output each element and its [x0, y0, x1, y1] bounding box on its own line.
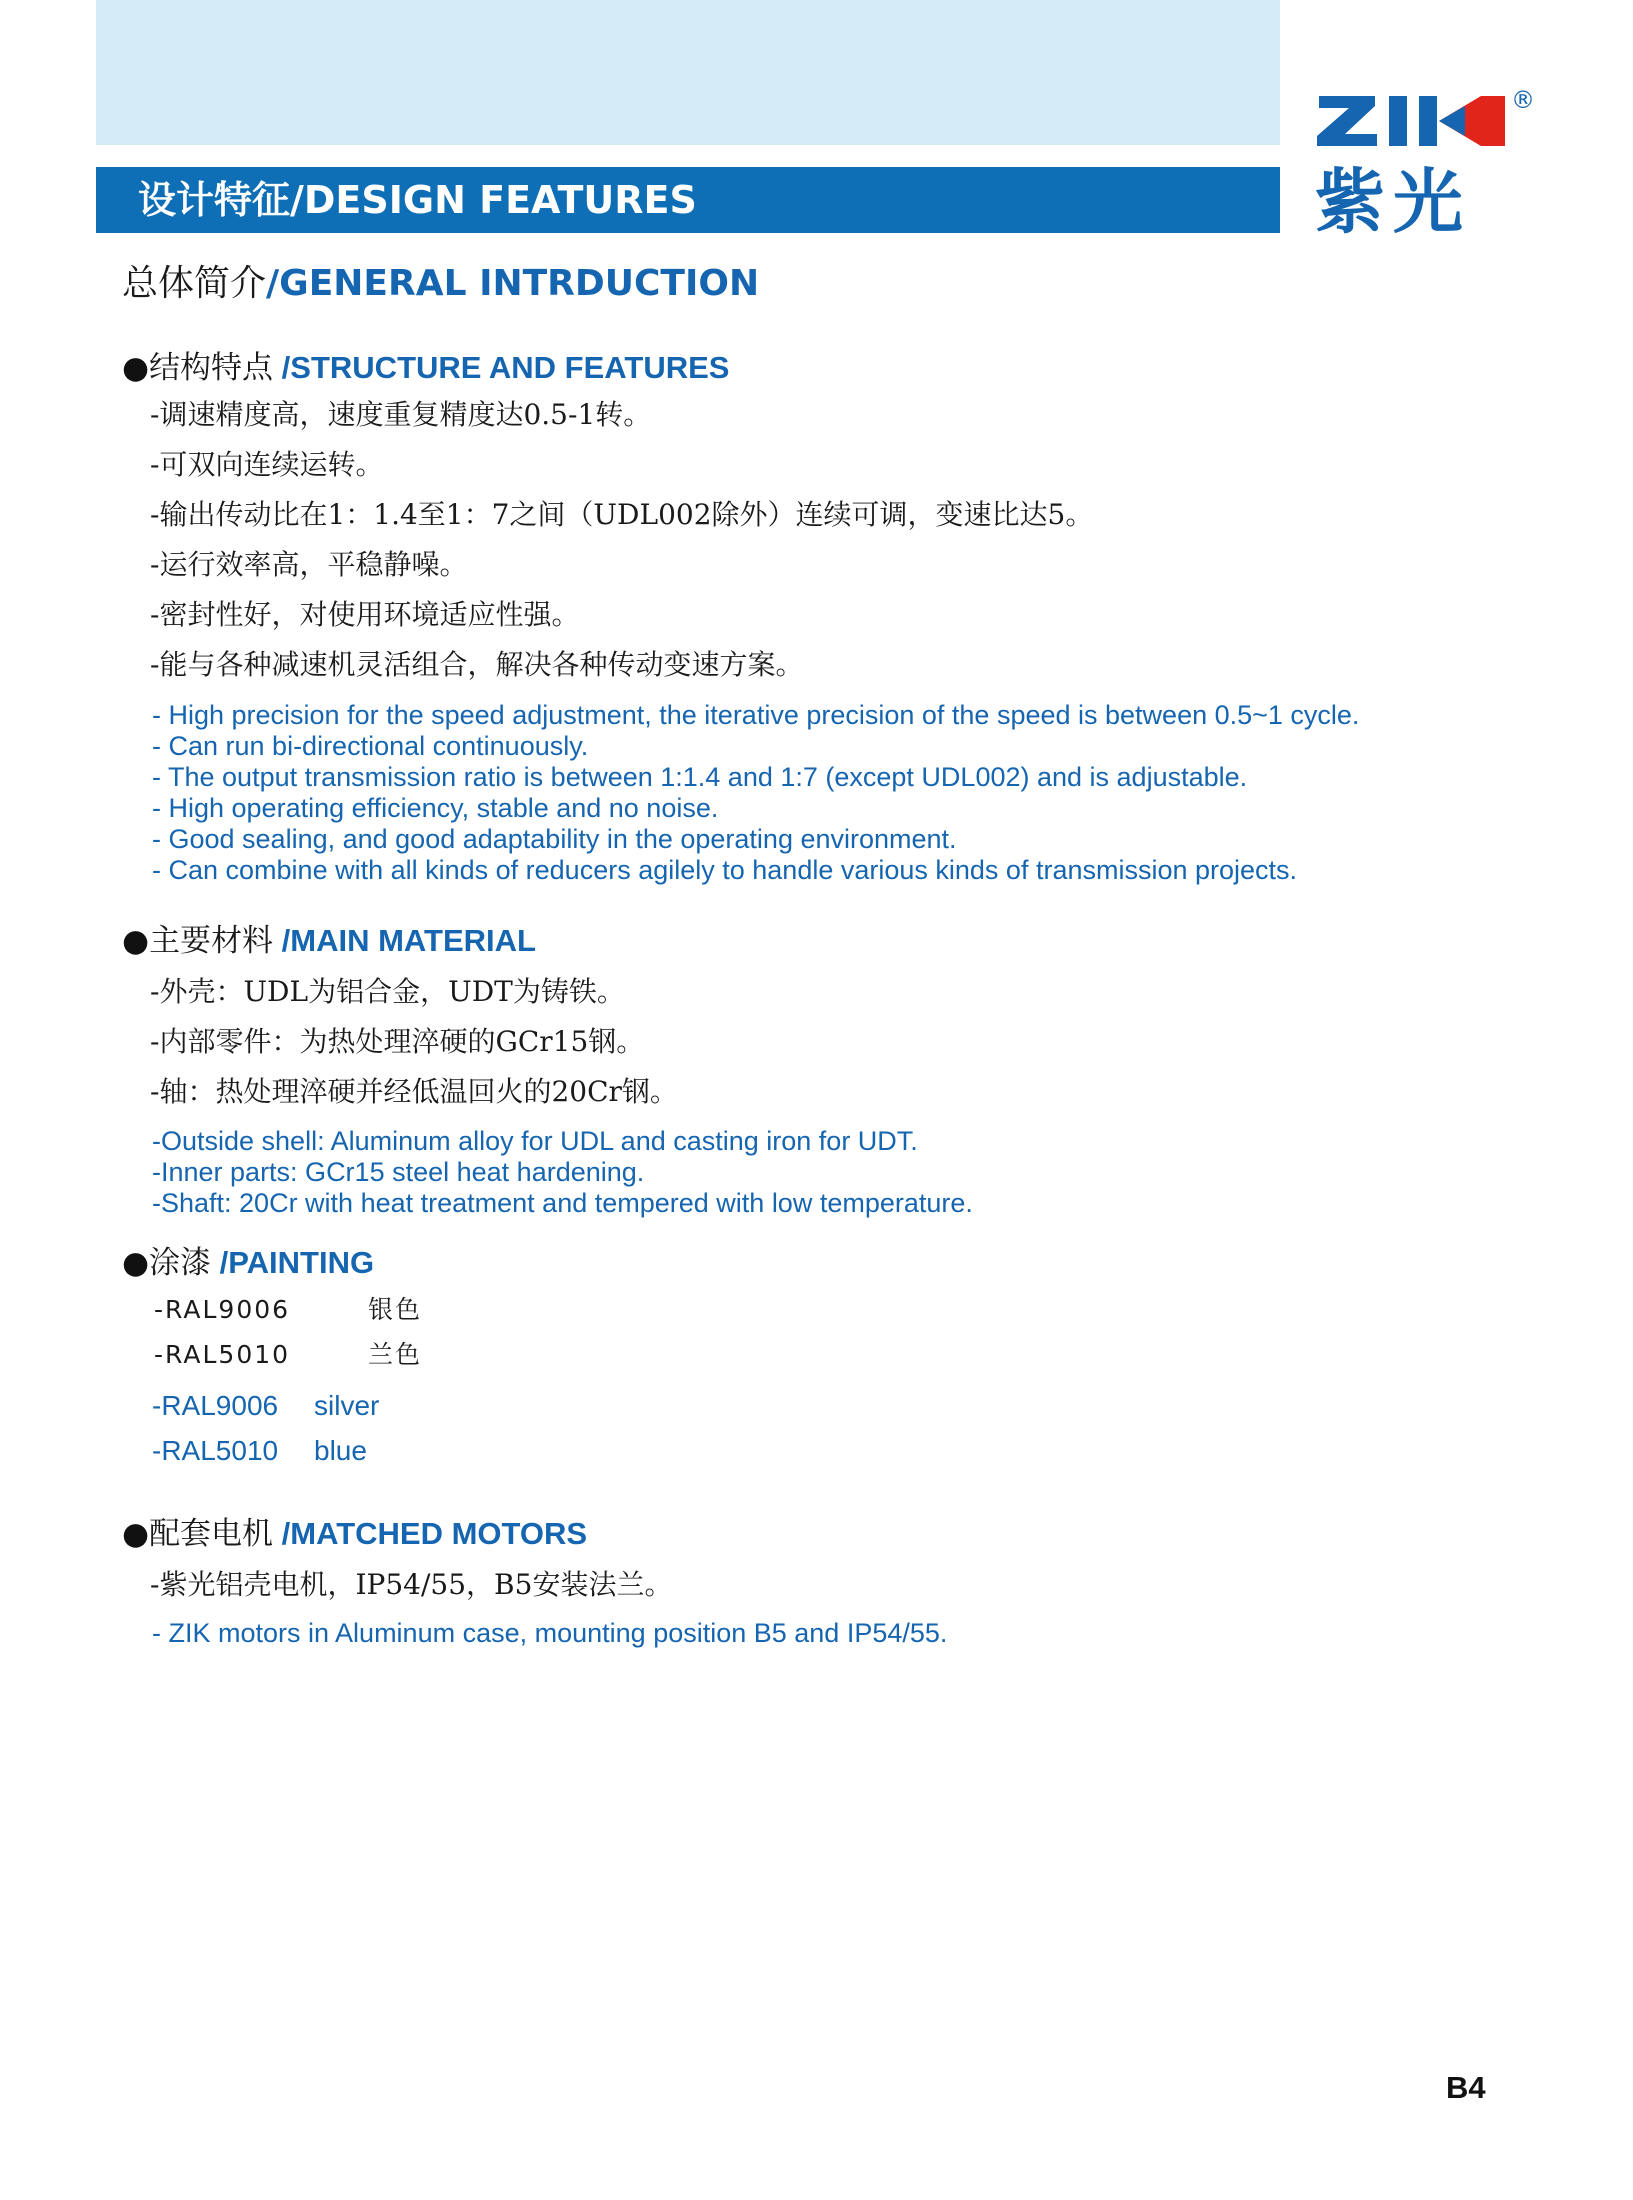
list-item: - Good sealing, and good adaptability in the operating environment. [152, 824, 957, 854]
bullet-icon: ● [122, 1245, 150, 1281]
bullet-icon: ● [122, 1516, 150, 1552]
motors-en-list [152, 1618, 947, 1649]
header-band [96, 0, 1280, 145]
motors-heading [122, 1512, 587, 1556]
structure-heading [122, 346, 729, 390]
list-item: - High precision for the speed adjustment, the iterative precision of the speed is between 0.5~1 cycle. [152, 700, 1360, 730]
list-item: -能与各种减速机灵活组合，解决各种传动变速方案。 [150, 648, 804, 681]
list-item: -调速精度高，速度重复精度达0.5-1转。 [150, 398, 652, 431]
painting-heading-cn: 涂漆 [149, 1245, 212, 1281]
registered-mark: ® [1511, 86, 1535, 114]
structure-heading-cn: 结构特点 [149, 350, 274, 386]
structure-en-list [152, 700, 1359, 886]
list-item: -紫光铝壳电机，IP54/55，B5安装法兰。 [150, 1568, 673, 1601]
paint-code: -RAL9006 [154, 1295, 291, 1324]
list-item: - Can run bi-directional continuously. [152, 731, 589, 761]
list-item: -内部零件：为热处理淬硬的GCr15钢。 [150, 1025, 645, 1058]
bullet-icon: ● [122, 350, 150, 386]
paint-code: -RAL5010 [154, 1340, 291, 1369]
paint-row-cn [154, 1335, 422, 1371]
material-heading [122, 919, 536, 963]
motors-heading-en: /MATCHED MOTORS [273, 1516, 588, 1551]
painting-heading [122, 1241, 374, 1285]
painting-heading-en: /PAINTING [211, 1245, 375, 1280]
structure-cn-list [150, 390, 1093, 690]
paint-row-en [152, 1435, 367, 1467]
zik-logo-mark [1315, 88, 1515, 152]
paint-code: -RAL5010 [152, 1435, 279, 1466]
list-item: -运行效率高，平稳静噪。 [150, 548, 468, 581]
logo-chinese-text: 紫光 [1315, 161, 1471, 243]
general-introduction-en: /GENERAL INTRDUCTION [266, 263, 760, 304]
list-item: - Can combine with all kinds of reducers agilely to handle various kinds of transmission projects. [152, 855, 1298, 885]
material-cn-list [150, 967, 678, 1117]
list-item: -输出传动比在1：1.4至1：7之间（UDL002除外）连续可调，变速比达5。 [150, 498, 1094, 531]
list-item: - ZIK motors in Aluminum case, mounting position B5 and IP54/55. [152, 1618, 948, 1648]
material-en-list [152, 1126, 973, 1219]
paint-color: silver [314, 1390, 380, 1421]
list-item: -Shaft: 20Cr with heat treatment and tempered with low temperature. [152, 1188, 973, 1218]
list-item: -可双向连续运转。 [150, 448, 384, 481]
paint-row-en [152, 1390, 379, 1422]
structure-heading-en: /STRUCTURE AND FEATURES [273, 350, 730, 385]
paint-color: 银色 [368, 1295, 423, 1324]
list-item: -外壳：UDL为铝合金，UDT为铸铁。 [150, 975, 625, 1008]
list-item: -Inner parts: GCr15 steel heat hardening. [152, 1157, 645, 1187]
motors-cn-list [150, 1560, 672, 1610]
general-introduction-heading [122, 258, 759, 310]
material-heading-cn: 主要材料 [149, 923, 274, 959]
list-item: -密封性好，对使用环境适应性强。 [150, 598, 580, 631]
bullet-icon: ● [122, 923, 150, 959]
list-item: - The output transmission ratio is between 1:1.4 and 1:7 (except UDL002) and is adjustable. [152, 762, 1248, 792]
list-item: -轴：热处理淬硬并经低温回火的20Cr钢。 [150, 1075, 678, 1108]
paint-color: blue [314, 1435, 367, 1466]
page-number: B4 [1446, 2070, 1486, 2105]
motors-heading-cn: 配套电机 [149, 1516, 274, 1552]
list-item: -Outside shell: Aluminum alloy for UDL and casting iron for UDT. [152, 1126, 918, 1156]
paint-code: -RAL9006 [152, 1390, 279, 1421]
paint-row-cn [154, 1290, 422, 1326]
list-item: - High operating efficiency, stable and no noise. [152, 793, 719, 823]
zik-logo [1315, 88, 1543, 248]
page-title: 设计特征/DESIGN FEATURES [96, 167, 1280, 233]
paint-color: 兰色 [368, 1340, 423, 1369]
general-introduction-cn: 总体简介 [122, 263, 267, 304]
material-heading-en: /MAIN MATERIAL [273, 923, 536, 958]
